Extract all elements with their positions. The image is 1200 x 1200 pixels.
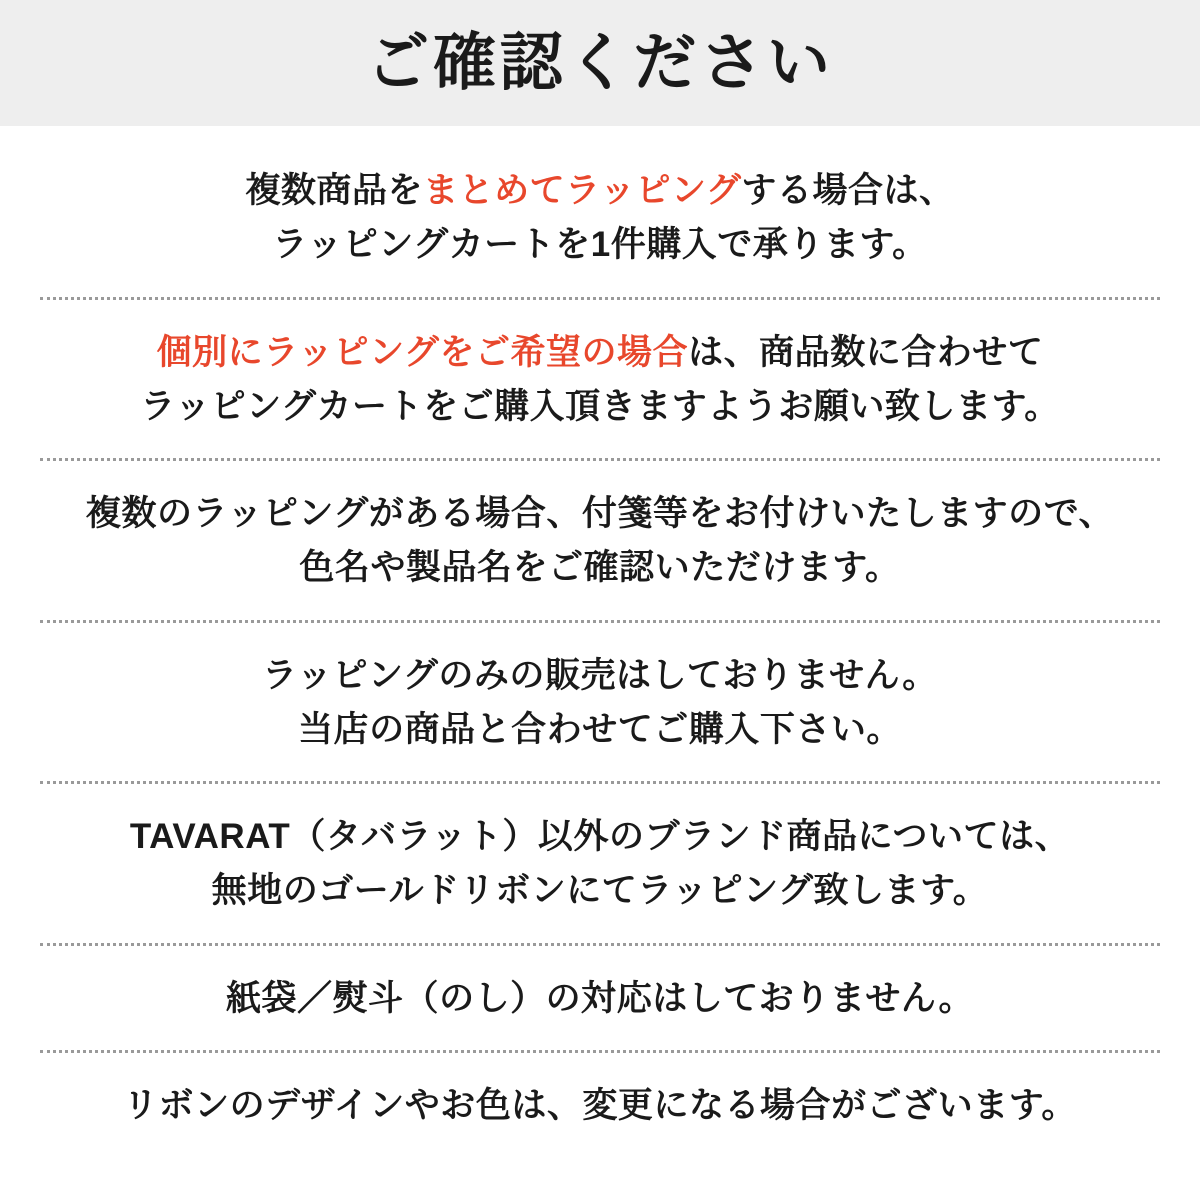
notice-block-no-paper-bag-noshi: [40, 943, 1160, 1050]
notice-block-other-brand-ribbon: [40, 781, 1160, 943]
notice-block-multiple-wrapping-tags: [40, 458, 1160, 620]
notice-line: [40, 380, 1160, 434]
notice-block-bundle-wrapping: [40, 126, 1160, 297]
notice-list: [0, 126, 1200, 1200]
notice-line: [40, 218, 1160, 272]
notice-line: [40, 864, 1160, 918]
notice-block-no-wrapping-only-sale: [40, 620, 1160, 782]
notice-line: [40, 703, 1160, 757]
notice-line: [40, 541, 1160, 595]
notice-line: [40, 810, 1160, 864]
page-title: ご確認ください: [366, 27, 834, 98]
notice-text: は、商品数に合わせて: [688, 332, 1044, 372]
notice-line: [40, 326, 1160, 380]
notice-text: ラッピングカートを1件購入で承ります。: [272, 225, 928, 265]
highlighted-text: 個別にラッピングをご希望の場合: [156, 332, 689, 372]
notice-text: リボンのデザインやお色は、変更になる場合がございます。: [123, 1085, 1077, 1125]
notice-text: 当店の商品と合わせてご購入下さい。: [298, 709, 902, 749]
notice-line: [40, 972, 1160, 1026]
notice-block-individual-wrapping: [40, 297, 1160, 459]
notice-text: 無地のゴールドリボンにてラッピング致します。: [211, 871, 989, 911]
highlighted-text: まとめてラッピング: [423, 171, 742, 210]
notice-text: ラッピングのみの販売はしておりません。: [262, 655, 938, 695]
notice-text: 複数のラッピングがある場合、付箋等をお付けいたしますので、: [85, 494, 1115, 533]
notice-line: [40, 1079, 1160, 1133]
notice-text: TAVARAT（タバラット）以外のブランド商品については、: [129, 817, 1071, 856]
notice-text: する場合は、: [741, 171, 955, 210]
notice-text: 紙袋／熨斗（のし）の対応はしておりません。: [225, 978, 975, 1018]
notice-text: ラッピングカートをご購入頂きますようお願い致します。: [140, 386, 1060, 426]
notice-line: [40, 487, 1160, 541]
notice-text: 複数商品を: [245, 171, 424, 210]
page-header: [0, 0, 1200, 126]
notice-line: [40, 164, 1160, 218]
notice-line: [40, 649, 1160, 703]
notice-block-ribbon-design-change: [40, 1050, 1160, 1143]
notice-text: 色名や製品名をご確認いただけます。: [299, 548, 901, 588]
